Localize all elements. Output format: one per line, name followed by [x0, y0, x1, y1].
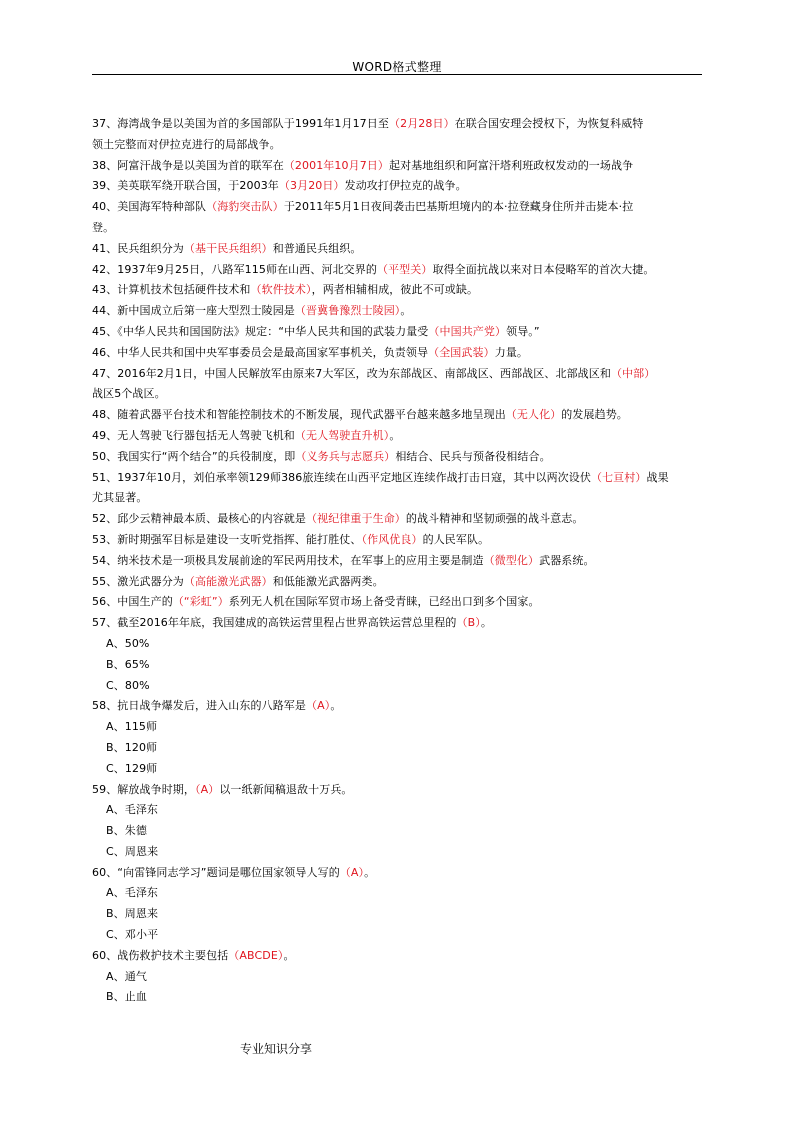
question-line [92, 176, 704, 197]
question-line [92, 239, 704, 260]
answer-text: （A） [339, 865, 365, 879]
line-text: 和普通民兵组织。 [272, 241, 362, 255]
answer-option [92, 676, 704, 697]
answer-text: （“彩虹”） [172, 595, 229, 609]
line-text: 56、中国生产的 [92, 595, 173, 609]
line-text: 的发展趋势。 [561, 408, 628, 422]
answer-option [92, 800, 704, 821]
question-line [92, 509, 704, 530]
line-text: C、周恩来 [106, 844, 159, 858]
answer-option [92, 883, 704, 904]
footer-text: 专业知识分享 [240, 1042, 313, 1056]
line-text: 相结合、民兵与预备役相结合。 [395, 449, 551, 463]
line-text: 。 [364, 865, 376, 879]
question-line [92, 384, 704, 405]
line-text: 尤其显著。 [92, 491, 148, 505]
line-text: 领土完整而对伊拉克进行的局部战争。 [92, 137, 281, 151]
line-text: 取得全面抗战以来对日本侵略军的首次大捷。 [432, 262, 655, 276]
answer-text: （2月28日） [389, 117, 455, 130]
line-text: 系列无人机在国际军贸市场上备受青睐，已经出口到多个国家。 [228, 595, 540, 609]
line-text: C、邓小平 [106, 928, 159, 942]
line-text: 力量。 [494, 345, 529, 359]
question-line [92, 551, 704, 572]
answer-text: （无人化） [505, 408, 562, 422]
question-line [92, 696, 704, 717]
line-text: 和低能激光武器两类。 [272, 574, 384, 588]
question-line [92, 218, 704, 239]
answer-option [92, 634, 704, 655]
line-text: 58、抗日战争爆发后，进入山东的八路军是 [92, 699, 306, 713]
question-line [92, 364, 704, 385]
question-line [92, 156, 704, 177]
line-text: 的战斗精神和坚韧顽强的战斗意志。 [405, 512, 584, 526]
question-line [92, 260, 704, 281]
answer-text: （晋冀鲁豫烈士陵园） [294, 304, 401, 318]
line-text: 战区5个战区。 [92, 387, 166, 401]
document-body [92, 114, 704, 1008]
answer-text: （B） [456, 616, 481, 630]
answer-text: （海豹突击队） [206, 200, 284, 214]
answer-text: （3月20日） [278, 179, 345, 193]
line-text: 以一纸新闻稿退敌十万兵。 [219, 782, 353, 796]
question-line [92, 343, 704, 364]
answer-text: （中国共产党） [428, 324, 507, 338]
question-line [92, 592, 704, 613]
answer-option [92, 738, 704, 759]
line-text: 。 [480, 616, 492, 630]
line-text: 43、计算机技术包括硬件技术和 [92, 283, 251, 297]
question-line [92, 426, 704, 447]
line-text: 于2011年5月1日夜间袭击巴基斯坦境内的本·拉登藏身住所并击毙本·拉 [283, 200, 634, 214]
header-title: WORD格式整理 [352, 60, 442, 74]
line-text: C、129师 [106, 761, 158, 775]
answer-option [92, 967, 704, 988]
answer-text: （2001年10月7日） [283, 158, 389, 172]
answer-option [92, 842, 704, 863]
line-text: B、朱德 [106, 824, 147, 838]
answer-option [92, 987, 704, 1008]
line-text: 60、战伤救护技术主要包括 [92, 948, 229, 962]
line-text: 45、《中华人民共和国国防法》规定：“中华人民共和国的武装力量受 [92, 324, 429, 338]
answer-text: （视纪律重于生命） [306, 512, 406, 526]
line-text: 40、美国海军特种部队 [92, 200, 207, 214]
line-text: 39、美英联军绕开联合国，于2003年 [92, 179, 279, 193]
question-line [92, 780, 704, 801]
line-text: 52、邱少云精神最本质、最核心的内容就是 [92, 512, 306, 526]
line-text: B、周恩来 [106, 907, 159, 921]
line-text: 。 [389, 428, 401, 442]
line-text: 的人民军队。 [422, 532, 490, 546]
line-text: A、115师 [106, 720, 158, 734]
question-line [92, 301, 704, 322]
line-text: 60、“向雷锋同志学习”题词是哪位国家领导人写的 [92, 865, 340, 879]
line-text: 在联合国安理会授权下，为恢复科威特 [454, 117, 644, 130]
question-line [92, 114, 704, 135]
answer-text: （平型关） [376, 262, 433, 276]
line-text: A、50% [106, 636, 150, 650]
line-text: B、120师 [106, 740, 158, 754]
answer-text: （全国武装） [428, 345, 495, 359]
answer-text: （义务兵与志愿兵） [295, 449, 396, 463]
line-text: 。 [400, 304, 412, 318]
line-text: 。 [283, 948, 295, 962]
line-text: 。 [330, 699, 342, 713]
question-line [92, 613, 704, 634]
line-text: A、毛泽东 [106, 803, 159, 817]
answer-text: （七亘村） [590, 470, 647, 484]
answer-text: （ABCDE） [228, 948, 284, 962]
line-text: 46、中华人民共和国中央军事委员会是最高国家军事机关，负责领导 [92, 345, 429, 359]
line-text: 57、截至2016年年底，我国建成的高铁运营里程占世界高铁运营总里程的 [92, 616, 457, 630]
question-line [92, 863, 704, 884]
line-text: 领导。” [506, 324, 540, 338]
line-text: 49、无人驾驶飞行器包括无人驾驶飞机和 [92, 428, 295, 442]
line-text: B、止血 [106, 990, 147, 1004]
answer-option [92, 925, 704, 946]
answer-text: （作风优良） [361, 532, 423, 546]
line-text: 55、激光武器分为 [92, 574, 184, 588]
line-text: A、毛泽东 [106, 886, 159, 900]
answer-option [92, 821, 704, 842]
answer-option [92, 655, 704, 676]
line-text: 37、海湾战争是以美国为首的多国部队于1991年1月17日至 [92, 117, 389, 130]
question-line [92, 405, 704, 426]
line-text: 51、1937年10月，刘伯承率领129师386旅连续在山西平定地区连续作战打击日寇，其中以两次设伏 [92, 470, 591, 484]
answer-text: （微型化） [483, 553, 540, 567]
line-text: 47、2016年2月1日，中国人民解放军由原来7大军区，改为东部战区、南部战区、西部战区、北部战区和 [92, 366, 611, 380]
question-line [92, 530, 704, 551]
answer-text: （软件技术） [250, 283, 312, 297]
question-line [92, 197, 704, 218]
question-line [92, 946, 704, 967]
answer-option [92, 717, 704, 738]
line-text: A、通气 [106, 969, 147, 983]
line-text: 44、新中国成立后第一座大型烈士陵园是 [92, 304, 295, 318]
line-text: 53、新时期强军目标是建设一支听党指挥、能打胜仗、 [92, 532, 362, 546]
line-text: B、65% [106, 657, 150, 671]
question-line [92, 447, 704, 468]
line-text: 登。 [92, 220, 115, 234]
question-line [92, 280, 704, 301]
line-text: 武器系统。 [539, 553, 595, 567]
question-line [92, 135, 704, 156]
line-text: C、80% [106, 678, 150, 692]
line-text: 54、纳米技术是一项极具发展前途的军民两用技术，在军事上的应用主要是制造 [92, 553, 484, 567]
line-text: 59、解放战争时期， [92, 782, 195, 796]
answer-text: （高能激光武器） [183, 574, 273, 588]
answer-text: （A） [306, 699, 331, 713]
answer-text: （基干民兵组织） [183, 241, 273, 255]
line-text: 41、民兵组织分为 [92, 241, 184, 255]
question-line [92, 572, 704, 593]
header-rule [92, 74, 702, 75]
line-text: 战果 [646, 470, 669, 484]
line-text: 发动攻打伊拉克的战争。 [344, 179, 467, 193]
answer-option [92, 904, 704, 925]
question-line [92, 322, 704, 343]
line-text: 42、1937年9月25日，八路军115师在山西、河北交界的 [92, 262, 377, 276]
answer-option [92, 759, 704, 780]
answer-text: （无人驾驶直升机） [294, 428, 390, 442]
answer-text: （A） [195, 782, 220, 796]
question-line [92, 488, 704, 509]
line-text: 50、我国实行“两个结合”的兵役制度，即 [92, 449, 296, 463]
line-text: 38、阿富汗战争是以美国为首的联军在 [92, 158, 284, 172]
line-text: 48、随着武器平台技术和智能控制技术的不断发展，现代武器平台越来越多地呈现出 [92, 408, 506, 422]
answer-text: （中部） [610, 366, 656, 380]
line-text: ，两者相辅相成，彼此不可或缺。 [311, 283, 479, 297]
question-line [92, 468, 704, 489]
line-text: 起对基地组织和阿富汗塔利班政权发动的一场战争 [389, 158, 634, 172]
